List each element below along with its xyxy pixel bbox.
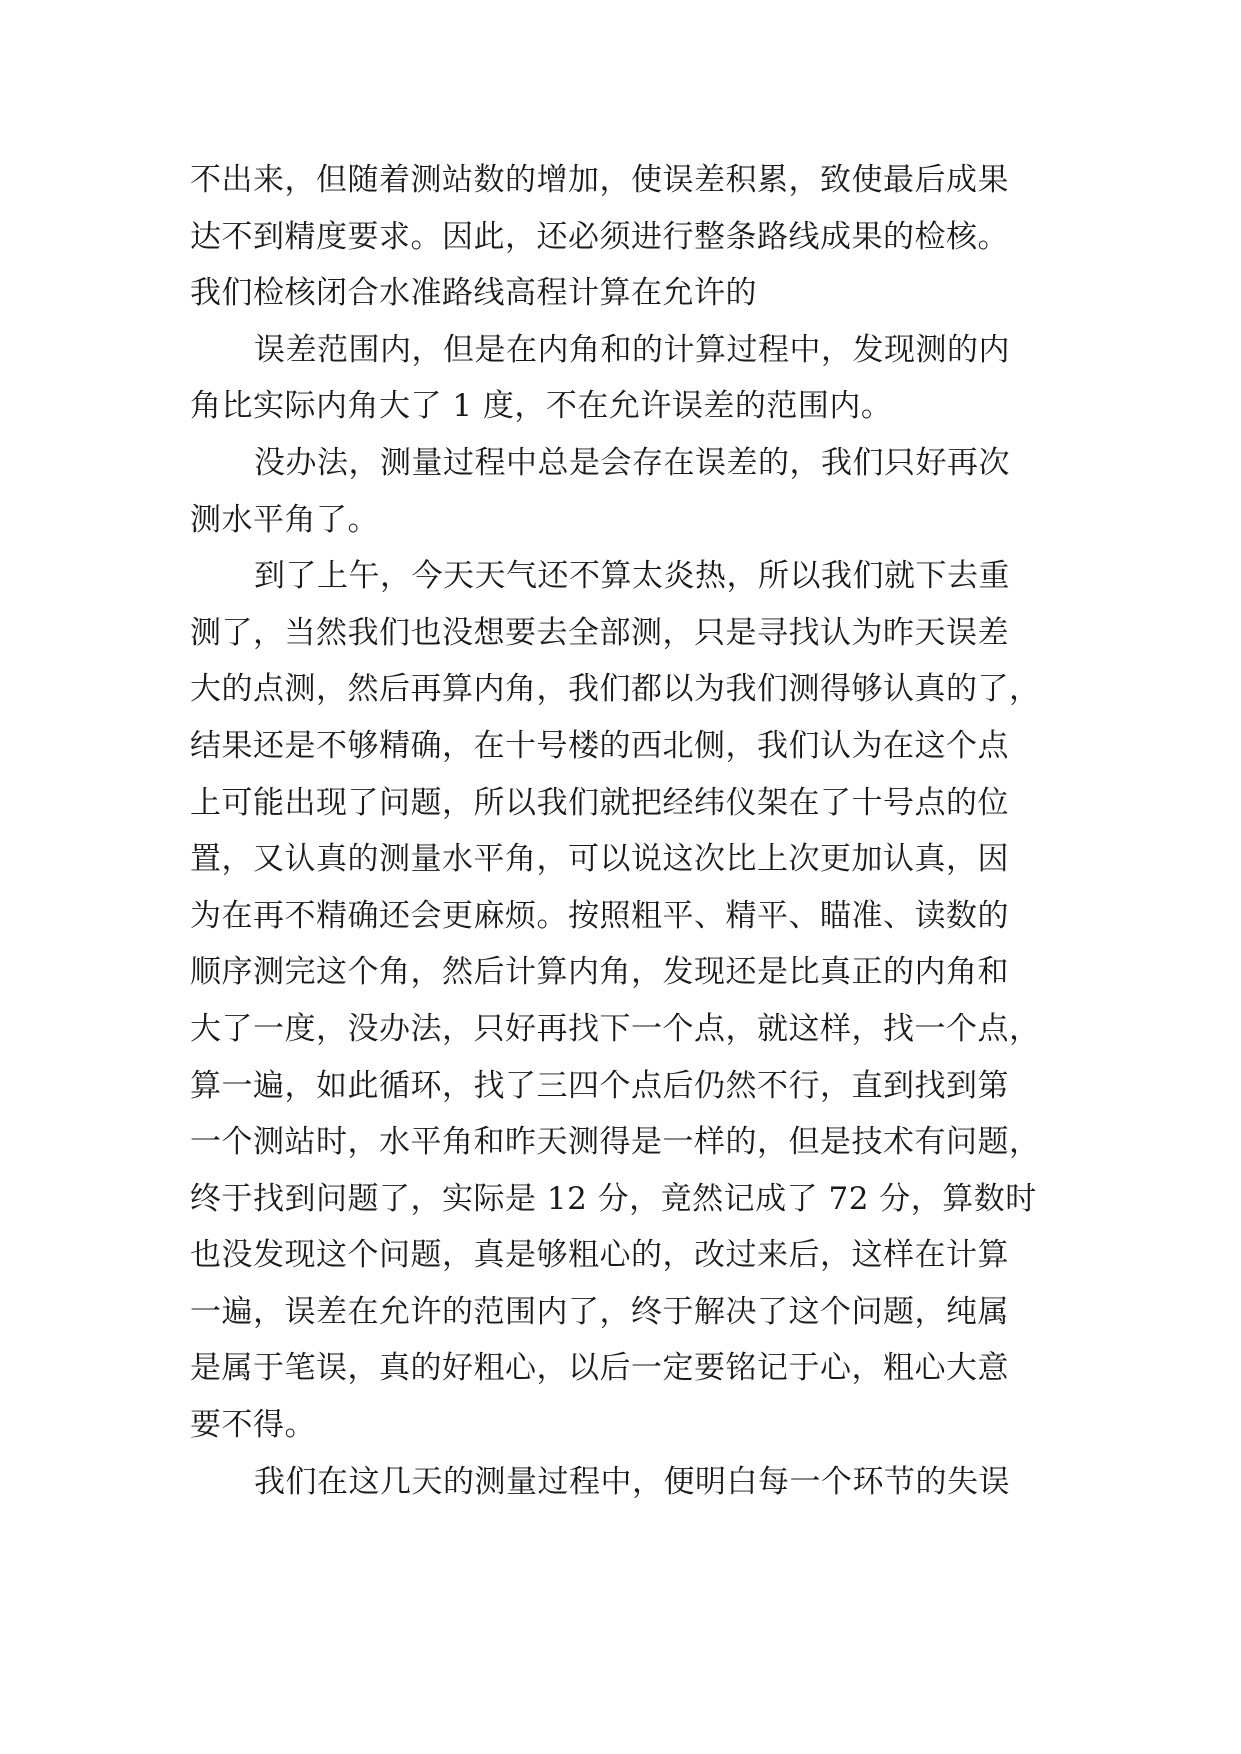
text-line-17: 算一遍，如此循环，找了三四个点后仍然不行，直到找到第 [190, 1067, 1009, 1104]
text-line-19: 终于找到问题了，实际是 12 分，竟然记成了 72 分，算数时 [190, 1180, 1037, 1217]
text-line-6: 没办法，测量过程中总是会存在误差的，我们只好再次 [254, 444, 1010, 481]
text-line-5: 角比实际内角大了 1 度，不在允许误差的范围内。 [190, 388, 893, 425]
text-line-1: 不出来，但随着测站数的增加，使误差积累，致使最后成果 [190, 162, 1009, 198]
text-line-12: 上可能出现了问题，所以我们就把经纬仪架在了十号点的位 [190, 784, 1009, 821]
text-line-8: 到了上午，今天天气还不算太炎热，所以我们就下去重 [254, 558, 1010, 595]
text-line-15: 顺序测完这个角，然后计算内角，发现还是比真正的内角和 [190, 954, 1009, 991]
text-line-9: 测了，当然我们也没想要去全部测，只是寻找认为昨天误差 [190, 614, 1009, 651]
text-line-20: 也没发现这个问题，真是够粗心的，改过来后，这样在计算 [190, 1237, 1009, 1274]
text-line-21: 一遍，误差在允许的范围内了，终于解决了这个问题，纯属 [190, 1293, 1009, 1330]
text-line-10: 大的点测，然后再算内角，我们都以为我们测得够认真的了， [190, 671, 1041, 708]
text-line-7: 测水平角了。 [190, 501, 379, 538]
body-text [190, 152, 1070, 1510]
text-line-16: 大了一度，没办法，只好再找下一个点，就这样，找一个点， [190, 1010, 1041, 1047]
text-line-24: 我们在这几天的测量过程中，便明白每一个环节的失误 [254, 1463, 1010, 1500]
text-line-13: 置，又认真的测量水平角，可以说这次比上次更加认真，因 [190, 841, 1009, 878]
text-line-3: 我们检核闭合水准路线高程计算在允许的 [190, 275, 757, 312]
text-line-4: 误差范围内，但是在内角和的计算过程中，发现测的内 [254, 331, 1010, 368]
text-line-11: 结果还是不够精确，在十号楼的西北侧，我们认为在这个点 [190, 727, 1009, 764]
text-line-14: 为在再不精确还会更麻烦。按照粗平、精平、瞄准、读数的 [190, 897, 1009, 934]
text-line-2: 达不到精度要求。因此，还必须进行整条路线成果的检核。 [190, 218, 1009, 255]
text-line-23: 要不得。 [190, 1407, 316, 1444]
text-line-22: 是属于笔误，真的好粗心，以后一定要铭记于心，粗心大意 [190, 1350, 1009, 1387]
text-line-18: 一个测站时，水平角和昨天测得是一样的，但是技术有问题， [190, 1124, 1041, 1161]
